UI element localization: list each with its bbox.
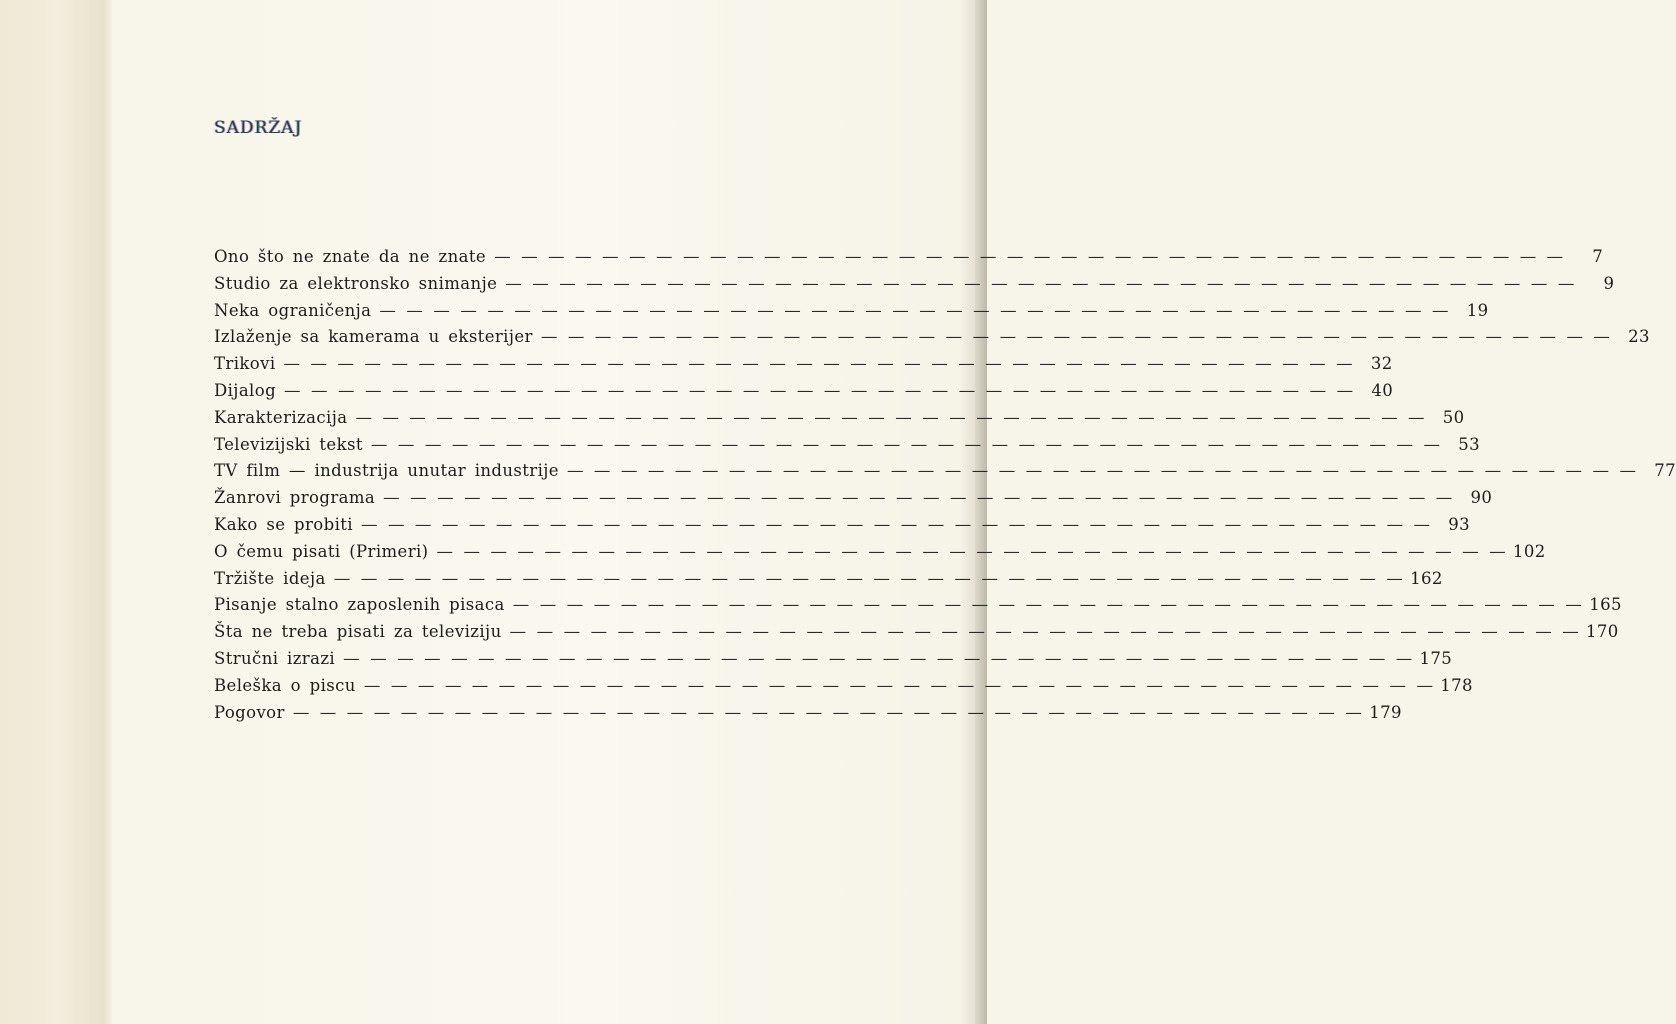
page-gutter (0, 0, 112, 1024)
toc-entry-title: Stručni izrazi (214, 648, 336, 668)
toc-entry-page: 9 (1603, 273, 1615, 293)
toc-entry-title: Pisanje stalno zaposlenih pisaca (214, 595, 505, 615)
toc-entry-page: 77 (1654, 461, 1676, 481)
toc-entry-title: Šta ne treba pisati za televiziju (214, 622, 502, 642)
toc-leader: — — — — — — — — — — — — — — — — — — — — — — — — — — — — — — — — — — — — — — — — (509, 622, 1579, 642)
toc-leader: — — — — — — — — — — — — — — — — — — — — — — — — — — — — — — — — — — — — — — — — (370, 434, 1441, 454)
toc-entry-title: Televizijski tekst (214, 434, 363, 454)
toc-leader: — — — — — — — — — — — — — — — — — — — — — — — — — — — — — — — — — — — — — — — — (540, 327, 1610, 347)
toc-entry-page: 175 (1419, 648, 1453, 668)
toc-entry (214, 541, 1546, 569)
toc-entry (214, 380, 1394, 408)
table-of-contents (214, 247, 1676, 729)
toc-entry (214, 622, 1619, 649)
toc-entry (214, 461, 1676, 488)
toc-entry (214, 488, 1493, 515)
toc-leader: — — — — — — — — — — — — — — — — — — — — — — — — — — — — — — — — — — — — — — — — (505, 273, 1575, 293)
toc-leader: — — — — — — — — — — — — — — — — — — — — — — — — — — — — — — — — — — — — — — — — (379, 300, 1449, 320)
toc-entry (214, 702, 1402, 730)
toc-entry (214, 247, 1604, 274)
toc-entry-title: Žanrovi programa (214, 488, 376, 508)
toc-leader: — — — — — — — — — — — — — — — — — — — — — — — — — — — — — — — — — — — — — — — — (360, 514, 1431, 534)
toc-leader: — — — — — — — — — — — — — — — — — — — — — — — — — — — — — — — — — — — — — — — — (566, 461, 1637, 481)
toc-entry-title: Studio za elektronsko snimanje (214, 273, 498, 293)
toc-entry-title: Beleška o piscu (214, 675, 356, 695)
page-edge (975, 0, 987, 1024)
toc-entry (214, 407, 1465, 435)
toc-entry-title: Ono što ne znate da ne znate (214, 247, 487, 266)
toc-leader: — — — — — — — — — — — — — — — — — — — — — — — — — — — — — — — — — — — — — — — — (292, 702, 1362, 722)
toc-entry (214, 514, 1471, 542)
toc-leader: — — — — — — — — — — — — — — — — — — — — — — — — — — — — — — — — — — — — — — — — (436, 541, 1506, 561)
toc-entry-title: O čemu pisati (Primeri) (214, 541, 429, 561)
toc-entry (214, 675, 1473, 703)
toc-entry-title: Trikovi (214, 354, 276, 374)
toc-entry-page: 50 (1442, 407, 1465, 427)
toc-leader: — — — — — — — — — — — — — — — — — — — — — — — — — — — — — — — — — — — — — — — — (512, 595, 1582, 615)
toc-entry-title: Karakterizacija (214, 407, 348, 427)
toc-entry (214, 434, 1481, 462)
toc-entry-page: 90 (1470, 488, 1493, 508)
toc-leader: — — — — — — — — — — — — — — — — — — — — — — — — — — — — — — — — — — — — — — — — (333, 568, 1403, 588)
toc-entry-page: 170 (1586, 622, 1619, 642)
toc-entry (214, 354, 1393, 381)
toc-entry-title: Izlaženje sa kamerama u eksterijer (214, 327, 533, 347)
toc-entry-title: Kako se probiti (214, 514, 353, 534)
toc-entry-title: Tržište ideja (214, 568, 326, 588)
toc-entry (214, 327, 1650, 354)
toc-entry-title: Neka ograničenja (214, 300, 372, 320)
toc-leader: — — — — — — — — — — — — — — — — — — — — — — — — — — — — — — — — — — — — — — — — (494, 247, 1564, 266)
toc-leader: — — — — — — — — — — — — — — — — — — — — — — — — — — — — — — — — — — — — — — — — (355, 407, 1425, 427)
toc-leader: — — — — — — — — — — — — — — — — — — — — — — — — — — — — — — — — — — — — — — — — (284, 380, 1354, 400)
toc-entry (214, 273, 1615, 301)
toc-entry-title: Dijalog (214, 380, 277, 400)
toc-entry-page: 165 (1589, 595, 1622, 615)
toc-leader: — — — — — — — — — — — — — — — — — — — — — — — — — — — — — — — — — — — — — — — — (363, 675, 1433, 695)
page-title: SADRŽAJ (214, 118, 303, 138)
toc-entry (214, 648, 1453, 676)
toc-entry-page: 7 (1592, 247, 1604, 266)
toc-entry (214, 568, 1443, 596)
toc-entry (214, 300, 1489, 328)
toc-entry-page: 179 (1369, 702, 1402, 722)
toc-entry-page: 53 (1458, 434, 1481, 454)
toc-leader: — — — — — — — — — — — — — — — — — — — — — — — — — — — — — — — — — — — — — — — — (383, 488, 1453, 508)
toc-entry-page: 102 (1512, 541, 1546, 561)
toc-entry-page: 93 (1448, 514, 1471, 534)
toc-leader: — — — — — — — — — — — — — — — — — — — — — — — — — — — — — — — — — — — — — — — — (283, 354, 1353, 374)
toc-leader: — — — — — — — — — — — — — — — — — — — — — — — — — — — — — — — — — — — — — — — — (343, 648, 1413, 668)
toc-entry-page: 23 (1628, 327, 1650, 347)
toc-entry-page: 162 (1410, 568, 1443, 588)
toc-entry-page: 32 (1370, 354, 1393, 374)
toc-entry-title: TV film — industrija unutar industrije (214, 461, 559, 481)
toc-entry-page: 178 (1440, 675, 1473, 695)
toc-entry-page: 19 (1466, 300, 1489, 320)
toc-entry-title: Pogovor (214, 702, 285, 722)
toc-entry (214, 595, 1622, 622)
toc-entry-page: 40 (1371, 380, 1394, 400)
